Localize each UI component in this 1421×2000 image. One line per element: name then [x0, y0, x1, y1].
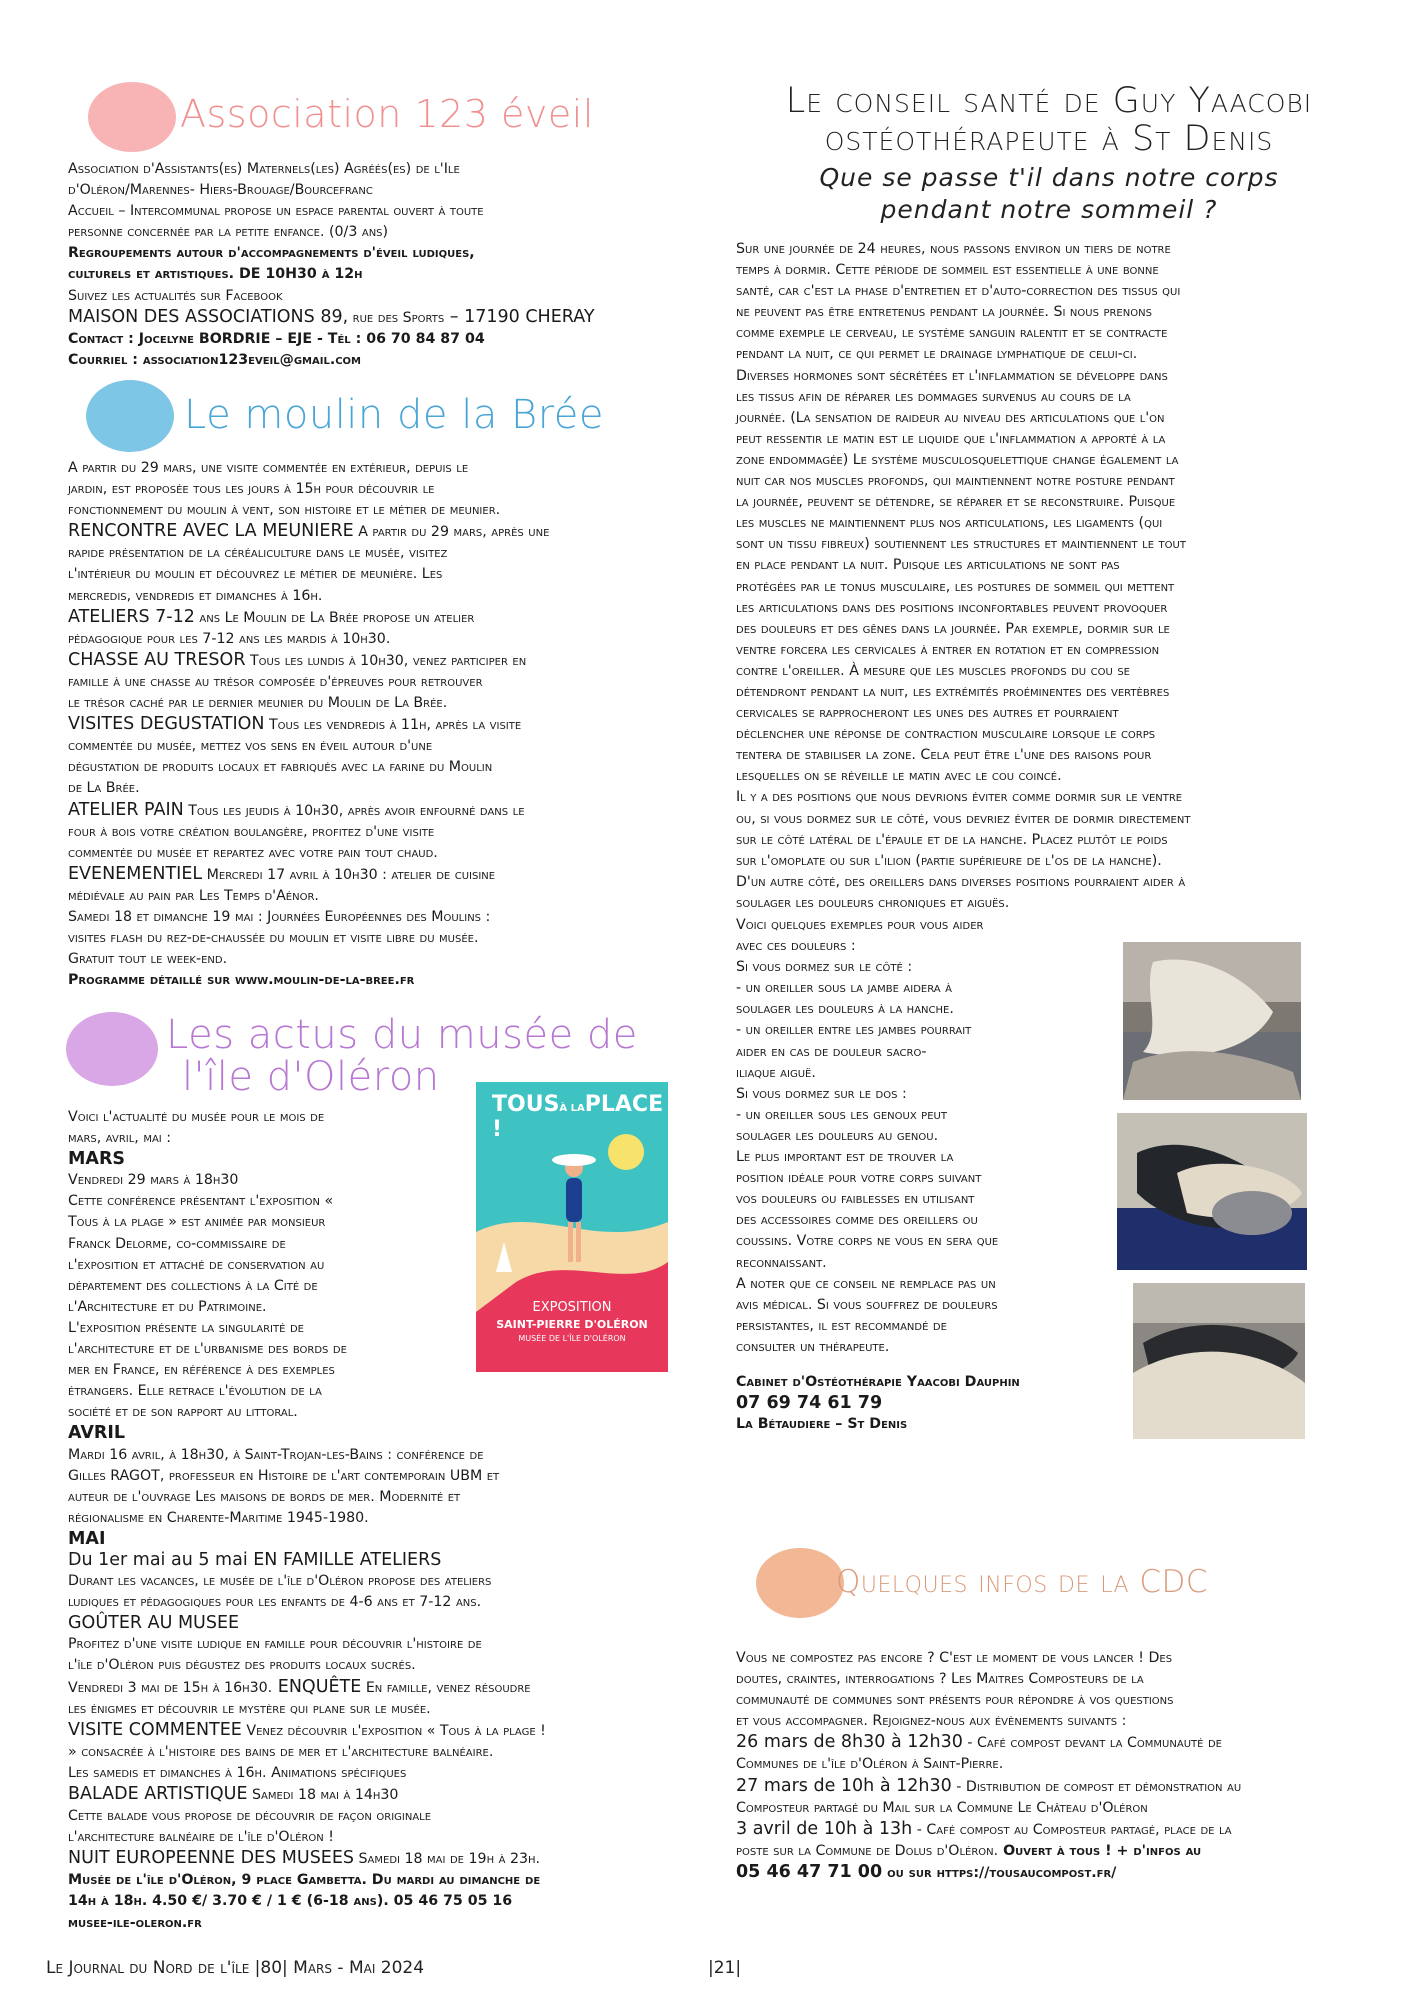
sante-body-line: contre l'oreiller. À mesure que les muscles profonds du cou se [736, 662, 1130, 679]
cdc-line: et vous accompagner. Rejoignez-nous aux évènements suivants : [736, 1713, 1127, 1730]
musee-nuit: NUIT EUROPEENNE DES MUSEES Samedi 18 mai de 19h à 23h. [68, 1848, 541, 1869]
assoc-bold-line: Regroupements autour d'accompagnements d'éveil ludiques, [68, 245, 475, 262]
musee-line: l'architecture balnéaire de l'île d'Oléron ! [68, 1829, 334, 1846]
sante-body-line: déclencher une réponse de contraction musculaire lorsque le corps [736, 726, 1156, 743]
moulin-line: pédagogique pour les 7-12 ans les mardis à 10h30. [68, 630, 391, 647]
sante-body-line: Il y a des positions que nous devrions éviter comme dormir sur le ventre [736, 789, 1183, 806]
moulin-section [68, 458, 666, 991]
moulin-line: médiévale au pain par Les Temps d'Aénor. [68, 887, 319, 904]
assoc-line: d'Oléron/Marennes- Hiers-Brouage/Bourcefranc [68, 182, 373, 199]
musee-line: l'Architecture et du Patrimoine. [68, 1298, 267, 1315]
sante-body-line: Sur une journée de 24 heures, nous passons environ un tiers de notre [736, 241, 1171, 257]
musee-line: auteur de l'ouvrage Les maisons de bords de mer. Modernité et [68, 1488, 461, 1505]
assoc-courriel: Courriel : association123eveil@gmail.com [68, 351, 362, 368]
pillow-photo-2 [1117, 1113, 1307, 1270]
cdc-line: communauté de communes sont présents pour répondre à vos questions [736, 1692, 1174, 1709]
sante-cabinet [736, 1372, 1136, 1435]
sante-narrow-line: position idéale pour votre corps suivant [736, 1170, 982, 1187]
sante-body-line: comme exemple le cerveau, le système sanguin ralentit et se contracte [736, 325, 1168, 342]
moulin-line: A partir du 29 mars, une visite commentée en extérieur, depuis le [68, 460, 469, 476]
moulin-title: Le moulin de la Brée [184, 392, 605, 438]
moulin-line: jardin, est proposée tous les jours à 15h pour découvrir le [68, 481, 435, 498]
sante-body-line: temps à dormir. Cette période de sommeil est essentielle à une bonne [736, 262, 1159, 279]
sante-body-line: lesquelles on se réveille le matin avec le cou coincé. [736, 768, 1062, 785]
sante-body-line: les articulations dans des positions inconfortables peuvent provoquer [736, 599, 1168, 616]
sante-narrow-line: avec ces douleurs : [736, 938, 856, 955]
cabinet-phone: 07 69 74 61 79 [736, 1393, 883, 1414]
sante-body-line: ne peuvent pas être entretenus pendant la journée. Si nous prenons [736, 304, 1152, 321]
moulin-line: commentée du musée et repartez avec votre pain tout chaud. [68, 844, 438, 861]
sante-title-line: ostéothérapeute à St Denis [824, 119, 1274, 159]
moulin-line: commentée du musée, mettez vos sens en éveil autour d'une [68, 738, 433, 755]
pillow-photo-3 [1133, 1283, 1305, 1439]
sante-narrow-line: des accessoires comme des oreillers ou [736, 1212, 978, 1229]
sante-narrow-line: vos douleurs ou faiblesses en utilisant [736, 1191, 975, 1208]
musee-line: Vendredi 29 mars à 18h30 [68, 1172, 239, 1189]
sante-subtitle-line: Que se passe t'il dans notre corps [819, 163, 1279, 192]
cdc-title: Quelques infos de la CDC [836, 1564, 1209, 1600]
moulin-line: mercredis, vendredis et dimanches à 16h. [68, 587, 323, 604]
moulin-line: l'intérieur du moulin et découvrez le métier de meunière. Les [68, 566, 443, 583]
sante-title [736, 82, 1362, 158]
assoc-title: Association 123 éveil [180, 92, 594, 136]
poster-sub: EXPOSITION [532, 1300, 612, 1315]
musee-title-line2: l'île d'Oléron [182, 1054, 440, 1100]
sante-body-line: journée. (La sensation de raideur au niveau des articulations que l'on [736, 409, 1165, 426]
sante-body-line: sont un tissu fibreux) soutiennent les structures et maintiennent le tout [736, 536, 1186, 553]
musee-line: l'architecture et de l'urbanisme des bords de [68, 1341, 347, 1358]
footer-journal: Le Journal du Nord de l'île |80| Mars - Mai 2024 [46, 1958, 425, 1978]
blue-circle-decoration [86, 380, 174, 452]
cabinet-name: Cabinet d'Ostéothérapie Yaacobi Dauphin [736, 1374, 1020, 1390]
sante-body-line: Diverses hormones sont sécrétées et l'inflammation se développe dans [736, 367, 1168, 384]
musee-line: GOÛTER AU MUSEE [68, 1613, 240, 1634]
musee-line: département des collections à la Cité de [68, 1277, 318, 1294]
sante-body-line: ou, si vous dormez sur le côté, vous devriez éviter de dormir directement [736, 810, 1191, 827]
assoc-line: Accueil – Intercommunal propose un espace parental ouvert à toute [68, 203, 484, 220]
sante-body-line: pendant la nuit, ce qui permet le drainage lymphatique de celui-ci. [736, 346, 1138, 363]
moulin-line: fonctionnement du moulin à vent, son histoire et le métier de meunier. [68, 502, 501, 519]
musee-title-line1: Les actus du musée de [166, 1012, 638, 1058]
moulin-chasse: CHASSE AU TRESOR Tous les lundis à 10h30, venez participer en [68, 649, 527, 670]
musee-month: AVRIL [68, 1423, 126, 1444]
moulin-visites: VISITES DEGUSTATION Tous les vendredis à 11h, après la visite [68, 714, 522, 735]
assoc-section [68, 159, 666, 371]
moulin-event: EVENEMENTIEL Mercredi 17 avril à 10h30 : atelier de cuisine [68, 863, 496, 884]
sante-narrow-line: coussins. Votre corps ne vous en sera que [736, 1233, 999, 1250]
musee-line: Du 1er mai au 5 mai EN FAMILLE ATELIERS [68, 1549, 442, 1570]
sante-narrow-line: reconnaissant. [736, 1254, 827, 1271]
cdc-line: Vous ne compostez pas encore ? C'est le moment de vous lancer ! Des [736, 1650, 1173, 1666]
musee-line: Cette conférence présentant l'exposition « [68, 1193, 334, 1210]
musee-line: Voici l'actualité du musée pour le mois de [68, 1109, 325, 1125]
assoc-facebook: Suivez les actualités sur Facebook [68, 287, 283, 304]
sante-narrow-line: aider en cas de douleur sacro- [736, 1043, 927, 1060]
cdc-event-3b: poste sur la Commune de Dolus d'Oléron. Ouvert à tous ! + d'infos au [736, 1842, 1202, 1859]
sante-body [736, 239, 1362, 914]
sante-narrow-line: consulter un thérapeute. [736, 1338, 890, 1355]
sante-subtitle-line: pendant notre sommeil ? [880, 195, 1218, 224]
sante-body-line: ventre forcera les cervicales à entrer en rotation et en compression [736, 641, 1160, 658]
sante-narrow-line: Si vous dormez sur le dos : [736, 1085, 907, 1102]
assoc-line: personne concernée par la petite enfance. (0/3 ans) [68, 224, 389, 241]
sante-body-line: tentera de stabiliser la zone. Cela peut être l'une des raisons pour [736, 747, 1152, 764]
cdc-url-link[interactable]: https://tousaucompost.fr/ [936, 1864, 1117, 1881]
musee-section [68, 1107, 666, 1934]
sante-narrow-body [736, 915, 1116, 1358]
sante-narrow-line: soulager les douleurs à la hanche. [736, 1001, 954, 1018]
musee-line: l'exposition et attaché de conservation au [68, 1256, 325, 1273]
assoc-contact: Contact : Jocelyne BORDRIE – EJE - Tél : 06 70 84 87 04 [68, 330, 485, 347]
sante-narrow-line: Si vous dormez sur le côté : [736, 959, 913, 976]
cdc-event-1: 26 mars de 8h30 à 12h30 - Café compost devant la Communauté de [736, 1732, 1222, 1753]
sante-body-line: zone endommagée) Le système musculosquelettique change également la [736, 451, 1179, 468]
moulin-line: le trésor caché par le dernier meunier du Moulin de La Brée. [68, 695, 448, 712]
musee-info-bold: Musée de l'île d'Oléron, 9 place Gambetta. Du mardi au dimanche de [68, 1872, 541, 1889]
sante-body-line: protégées par le tonus musculaire, les postures de sommeil qui mettent [736, 578, 1175, 595]
sante-narrow-line: iliaque aiguë. [736, 1064, 816, 1081]
poster-museum: MUSÉE DE L'ÎLE D'OLÉRON [518, 1334, 626, 1343]
musee-line: L'exposition présente la singularité de [68, 1319, 304, 1336]
moulin-line: de La Brée. [68, 780, 140, 797]
sante-body-line: cervicales se rapprocheront les unes des autres et pourraient [736, 705, 1119, 722]
musee-line: l'île d'Oléron puis dégustez des produits locaux sucrés. [68, 1657, 416, 1674]
sante-body-line: nuit car nos muscles profonds, qui maintiennent notre posture pendant [736, 473, 1175, 490]
cdc-line: doutes, craintes, interrogations ? Les Maitres Composteurs de la [736, 1671, 1144, 1688]
moulin-line: Samedi 18 et dimanche 19 mai : Journées Européennes des Moulins : [68, 908, 491, 925]
musee-month: MARS [68, 1149, 126, 1170]
musee-line: société et de son rapport au littoral. [68, 1404, 298, 1421]
moulin-programme: Programme détaillé sur www.moulin-de-la-bree.fr [68, 972, 415, 989]
cabinet-location: La Bétaudiere – St Denis [736, 1416, 908, 1433]
cdc-contact: 05 46 47 71 00 ou sur https://tousaucompost.fr/ [736, 1861, 1117, 1882]
cdc-line: Communes de l'île d'Oléron à Saint-Pierre. [736, 1756, 1004, 1773]
musee-enquete: Vendredi 3 mai de 15h à 16h30. ENQUÊTE En famille, venez résoudre [68, 1676, 531, 1697]
pillow-photo-1 [1123, 942, 1301, 1100]
musee-line: Gilles RAGOT, professeur en Histoire de l'art contemporain UBM et [68, 1467, 500, 1484]
sante-body-line: sur l'omoplate ou sur l'ilion (partie supérieure de l'os de la hanche). [736, 852, 1162, 869]
sante-narrow-line: - un oreiller entre les jambes pourrait [736, 1022, 972, 1039]
sante-body-line: des douleurs et des gênes dans la journée. Par exemple, dormir sur le [736, 620, 1170, 637]
musee-line: Mardi 16 avril, à 18h30, à Saint-Trojan-les-Bains : conférence de [68, 1446, 484, 1463]
sante-body-line: peut ressentir le matin est le liquide que l'inflammation a apporté à la [736, 430, 1166, 447]
moulin-pain: ATELIER PAIN Tous les jeudis à 10h30, après avoir enfourné dans le [68, 799, 525, 820]
musee-line: Franck Delorme, co-commissaire de [68, 1235, 286, 1252]
cdc-event-3: 3 avril de 10h à 13h - Café compost au Composteur partagé, place de la [736, 1818, 1232, 1839]
sante-body-line: la journée, peuvent se détendre, se réparer et se reconstruire. Puisque [736, 494, 1176, 511]
musee-line: les énigmes et découvrir le mystère qui plane sur le musée. [68, 1700, 431, 1717]
moulin-line: famille à une chasse au trésor composée d'épreuves pour retrouver [68, 673, 483, 690]
poster-place: SAINT-PIERRE D'OLÉRON [496, 1318, 648, 1331]
poster-title: TOUSÀ LAPLACE ! [492, 1092, 664, 1142]
sante-narrow-line: Le plus important est de trouver la [736, 1149, 954, 1166]
sante-body-line: santé, car c'est la phase d'entretien et d'auto-correction des tissus qui [736, 283, 1181, 300]
musee-line: » consacrée à l'histoire des bains de mer et l'architecture balnéaire. [68, 1743, 494, 1760]
cdc-event-2: 27 mars de 10h à 12h30 - Distribution de compost et démonstration au [736, 1775, 1242, 1796]
sante-narrow-line: avis médical. Si vous souffrez de douleurs [736, 1296, 998, 1313]
sante-narrow-line: - un oreiller sous la jambe aidera à [736, 980, 952, 997]
sante-narrow-line: persistantes, il est recommandé de [736, 1317, 947, 1334]
sante-narrow-line: Voici quelques exemples pour vous aider [736, 917, 984, 933]
musee-line: Cette balade vous propose de découvrir de façon originale [68, 1808, 432, 1825]
cdc-line: Composteur partagé du Mail sur la Commune Le Château d'Oléron [736, 1799, 1148, 1816]
assoc-maison: MAISON DES ASSOCIATIONS 89, rue des Sports – 17190 CHERAY [68, 306, 595, 327]
musee-info-bold: 14h à 18h. 4.50 €/ 3.70 € / 1 € (6-18 ans). 05 46 75 05 16 [68, 1893, 513, 1910]
moulin-rencontre: RENCONTRE AVEC LA MEUNIERE A partir du 29 mars, après une [68, 521, 550, 542]
sante-body-line: D'un autre côté, des oreillers dans diverses positions pourraient aider à [736, 873, 1186, 890]
moulin-line: Gratuit tout le week-end. [68, 951, 228, 968]
footer-page-number: |21| [708, 1958, 742, 1978]
musee-line: mars, avril, mai : [68, 1130, 172, 1147]
musee-line: Durant les vacances, le musée de l'île d'Oléron propose des ateliers [68, 1573, 492, 1590]
musee-line: Profitez d'une visite ludique en famille pour découvrir l'histoire de [68, 1636, 482, 1653]
moulin-line: visites flash du rez-de-chaussée du moulin et visite libre du musée. [68, 930, 479, 947]
musee-line: ludiques et pédagogiques pour les enfants de 4-6 ans et 7-12 ans. [68, 1594, 482, 1611]
sante-body-line: détendront pendant la nuit, les extrémités proéminentes des vertèbres [736, 683, 1170, 700]
sante-body-line: en place pendant la nuit. Puisque les articulations ne sont pas [736, 557, 1120, 574]
moulin-ateliers: ATELIERS 7-12 ans Le Moulin de La Brée propose un atelier [68, 606, 475, 627]
musee-line: Les samedis et dimanches à 16h. Animations spécifiques [68, 1764, 407, 1781]
sante-body-line: sur le côté latéral de l'épaule et de la hanche. Placez plutôt le poids [736, 831, 1168, 848]
pink-circle-decoration [88, 82, 176, 152]
assoc-bold-line: culturels et artistiques. DE 10H30 à 12h [68, 266, 363, 283]
cdc-section [736, 1648, 1362, 1884]
moulin-line: four à bois votre création boulangère, profitez d'une visite [68, 823, 435, 840]
sante-body-line: les tissus afin de réparer les dommages survenus au cours de la [736, 388, 1131, 405]
sante-narrow-line: - un oreiller sous les genoux peut [736, 1106, 947, 1123]
sante-title-line: Le conseil santé de Guy Yaacobi [785, 81, 1313, 121]
moulin-line: rapide présentation de la céréaliculture dans le musée, visitez [68, 545, 448, 562]
musee-visite: VISITE COMMENTEE Venez découvrir l'exposition « Tous à la plage ! [68, 1719, 546, 1740]
musee-line: étrangers. Elle retrace l'évolution de la [68, 1383, 322, 1400]
musee-line: régionalisme en Charente-Maritime 1945-1980. [68, 1509, 369, 1526]
musee-line: mer en France, en référence à des exemples [68, 1362, 335, 1379]
purple-circle-decoration [66, 1012, 158, 1086]
moulin-line: dégustation de produits locaux et fabriqués avec la farine du Moulin [68, 759, 493, 776]
musee-month: MAI [68, 1528, 106, 1549]
musee-info-bold: musee-ile-oleron.fr [68, 1914, 202, 1931]
musee-balade: BALADE ARTISTIQUE Samedi 18 mai à 14h30 [68, 1784, 399, 1804]
sante-subtitle [736, 162, 1362, 226]
sante-body-line: les muscles ne maintiennent plus nos articulations, les ligaments (qui [736, 515, 1163, 532]
sante-narrow-line: soulager les douleurs au genou. [736, 1127, 939, 1144]
peach-circle-decoration [756, 1548, 844, 1618]
sante-narrow-line: A noter que ce conseil ne remplace pas un [736, 1275, 996, 1292]
sante-body-line: soulager les douleurs chroniques et aiguës. [736, 894, 1010, 911]
assoc-line: Association d'Assistants(es) Maternels(les) Agréés(es) de l'Ile [68, 161, 460, 177]
musee-line: Tous à la plage » est animée par monsieur [68, 1214, 326, 1231]
